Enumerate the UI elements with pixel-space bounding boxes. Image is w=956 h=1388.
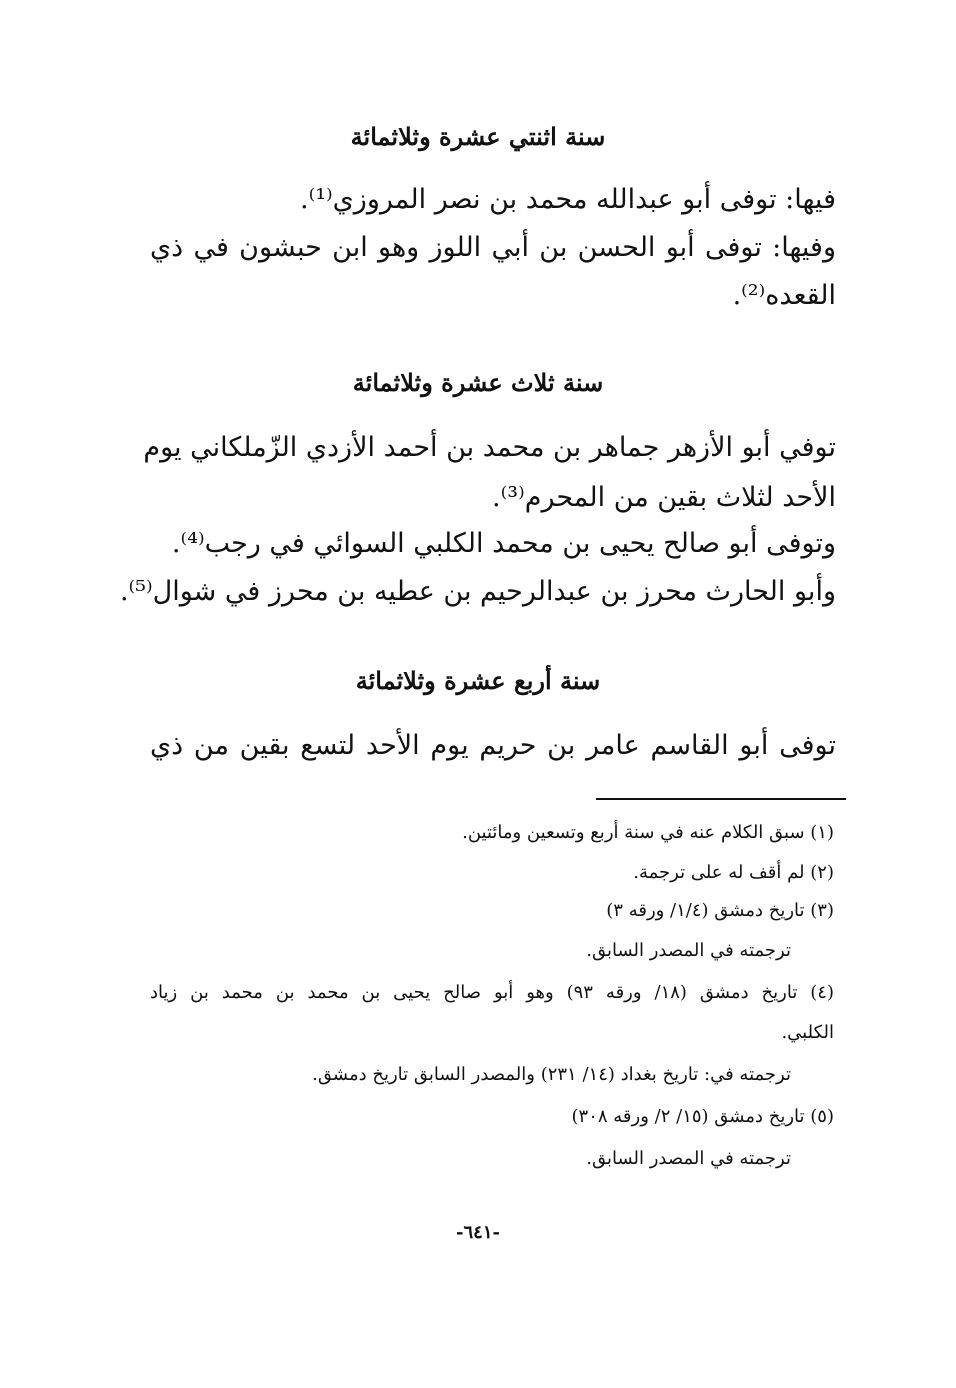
text-line: توفي أبو الأزهر جماهر بن محمد بن أحمد الأزدي الزّملكاني يوم (143, 432, 836, 463)
text-line: فيها: توفى أبو عبدالله محمد بن نصر المروزي⁽¹⁾. (299, 184, 836, 215)
text-line: وفيها: توفى أبو الحسن بن أبي اللوز وهو ابن حبشون في ذي (150, 232, 836, 263)
footnote-4-source: ترجمته في: تاريخ بغداد (١٤/ ٢٣١) والمصدر السابق تاريخ دمشق. (312, 1064, 791, 1085)
footnote-4: (٤) تاريخ دمشق (١٨/ ورقه ٩٣) وهو أبو صالح يحيى بن محمد بن محمد بن زياد (150, 982, 834, 1003)
text-line: القعده⁽²⁾. (732, 280, 836, 311)
footnote-4-continued: الكلبي. (781, 1022, 834, 1043)
footnote-5-source: ترجمته في المصدر السابق. (586, 1148, 791, 1169)
section-heading-313: سنة ثلاث عشرة وثلاثمائة (352, 368, 604, 397)
text-line: توفى أبو القاسم عامر بن حريم يوم الأحد لتسع بقين من ذي (150, 730, 836, 761)
text-line: وتوفى أبو صالح يحيى بن محمد الكلبي السوائي في رجب⁽⁴⁾. (171, 528, 836, 559)
footnote-3: (٣) تاريخ دمشق (١/٤/ ورقه ٣) (606, 900, 834, 921)
footnote-separator (596, 798, 846, 800)
footnote-5: (٥) تاريخ دمشق (١٥/ ٢/ ورقه ٣٠٨) (571, 1106, 834, 1127)
footnote-2: (٢) لم أقف له على ترجمة. (633, 862, 834, 883)
section-heading-312: سنة اثنتي عشرة وثلاثمائة (350, 122, 606, 151)
text-line: الأحد لثلاث بقين من المحرم⁽³⁾. (492, 482, 836, 513)
footnote-1: (١) سبق الكلام عنه في سنة أربع وتسعين ومائتين. (462, 822, 834, 843)
text-line: وأبو الحارث محرز بن عبدالرحيم بن عطيه بن محرز في شوال⁽⁵⁾. (119, 576, 836, 607)
footnote-3-source: ترجمته في المصدر السابق. (586, 940, 791, 961)
section-heading-314: سنة أربع عشرة وثلاثمائة (355, 666, 601, 695)
page-number: -٦٤١- (456, 1222, 500, 1243)
